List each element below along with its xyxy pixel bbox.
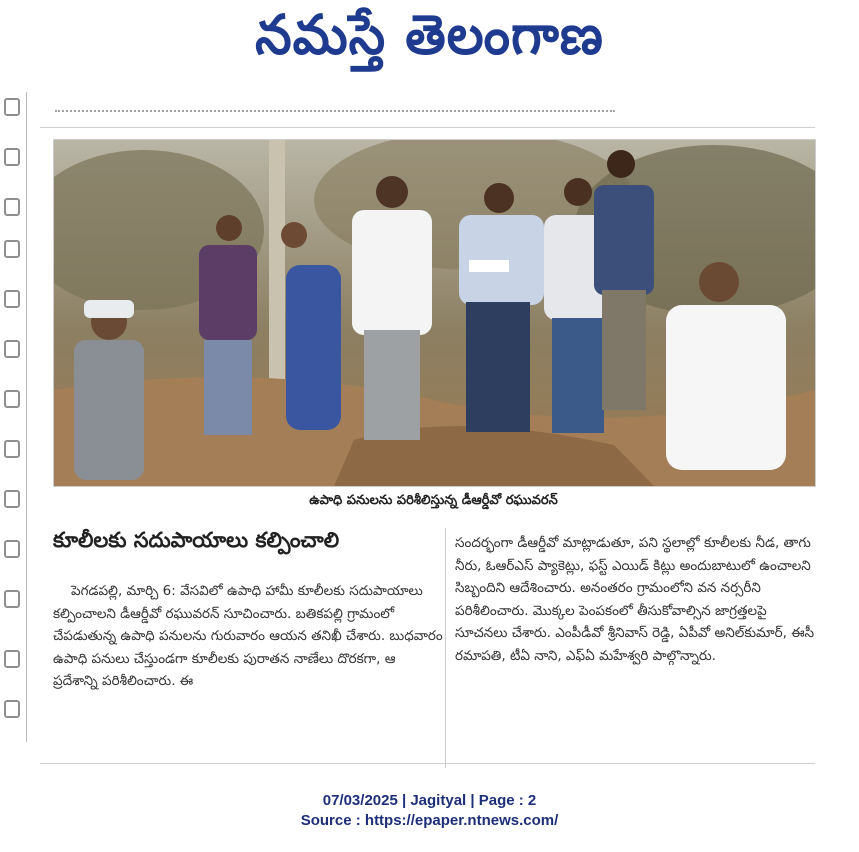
photo-illustration <box>54 140 815 486</box>
article-headline: కూలీలకు సదుపాయాలు కల్పించాలి <box>53 528 340 552</box>
article-body-left <box>53 580 443 693</box>
masthead <box>0 0 859 80</box>
newspaper-logo: నమస్తే తెలంగాణ <box>255 4 604 68</box>
divider <box>40 127 815 128</box>
article-body-right <box>455 532 817 667</box>
column-divider <box>26 92 27 742</box>
article-paragraph: సందర్భంగా డీఆర్డీవో మాట్లాడుతూ, పని స్థలాల్లో కూలీలకు నీడ, తాగు నీరు, ఓఆర్ఎస్ ప్యాకెట్లు, ఫస్ట్ ఎయిడ్ కిట్లు అందుబాటులో ఉంచాలని సిబ్బందిని ఆదేశించారు. అనంతరం గ్రామంలోని వన నర్సరీని పరిశీలించారు. మొక్కల పెంపకంలో తీసుకోవాల్సిన జాగ్రత్తలపై సూచనలు చేశారు. ఎంపీడీవో శ్రీనివాస్ రెడ్డి, ఏపీవో అనిల్‌కుమార్, ఈసీ రమాపతి, టీఏ నాని, ఎఫ్ఏ మహేశ్వరి పాల్గొన్నారు. <box>455 535 815 664</box>
clipped-text-line <box>55 90 615 112</box>
source-url: Source : https://epaper.ntnews.com/ <box>300 812 559 829</box>
left-margin-clipped-text <box>0 90 26 740</box>
edition-info: 07/03/2025 | Jagityal | Page : 2 <box>322 792 537 809</box>
article-paragraph: పెగడపల్లి, మార్చి 6: వేసవిలో ఉపాధి హామీ కూలీలకు సదుపాయాలు కల్పించాలని డీఆర్డీవో రఘువరన్ సూచించారు. బతికపల్లి గ్రామంలో చేపడుతున్న ఉపాధి పనులను గురువారం ఆయన తనిఖీ చేశారు. బుధవారం ఉపాధి పనులు చేస్తుండగా కూలీలకు పురాతన నాణేలు దొరకగా, ఆ ప్రదేశాన్ని పరిశీలించారు. ఈ <box>53 583 443 689</box>
column-divider <box>445 528 446 768</box>
photo-caption: ఉపాధి పనులను పరిశీలిస్తున్న డీఆర్డీవో రఘువరన్ <box>309 493 558 508</box>
divider <box>40 763 815 764</box>
news-photo <box>53 139 816 487</box>
